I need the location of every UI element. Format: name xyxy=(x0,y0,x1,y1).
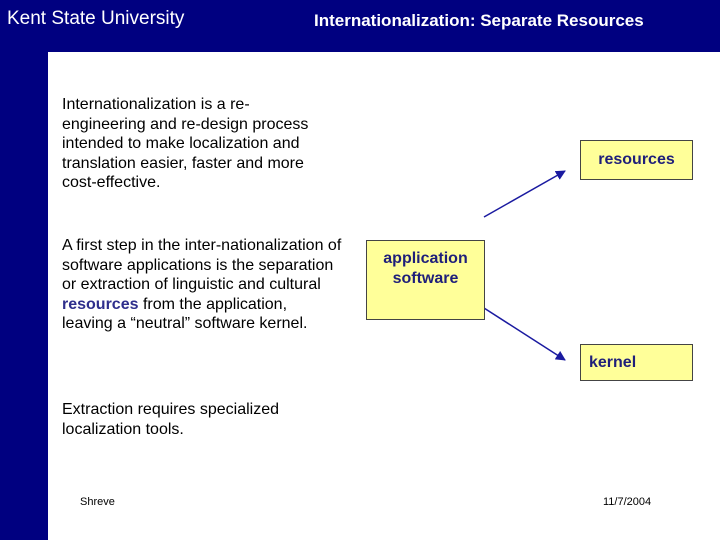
footer-author: Shreve xyxy=(80,496,115,508)
slide-title: Internationalization: Separate Resources xyxy=(314,11,644,30)
application-software-line2: software xyxy=(392,270,459,287)
paragraph-first-step-text-after: from the application, leaving a “neutral” software kernel. xyxy=(62,295,308,332)
paragraph-first-step-text-before: A first step in the inter-nationalization of software applications is the separation or extraction of linguistic and cultural xyxy=(62,237,342,293)
paragraph-internationalization-definition: Internationalization is a re-engineering and re-design process intended to make localization and translation easier, faster and more cost-effective. xyxy=(62,96,309,191)
arrow-to-kernel xyxy=(484,308,565,360)
resources-box: resources xyxy=(580,140,693,180)
university-name: Kent State University xyxy=(7,8,185,29)
footer-date: 11/7/2004 xyxy=(603,496,652,508)
arrow-to-resources xyxy=(484,171,565,217)
kernel-box: kernel xyxy=(580,344,693,381)
resources-highlight: resources xyxy=(62,295,139,313)
paragraph-extraction-tools: Extraction requires specialized localization tools. xyxy=(62,401,279,438)
application-software-box xyxy=(366,240,485,320)
application-software-line1: application xyxy=(383,250,468,267)
